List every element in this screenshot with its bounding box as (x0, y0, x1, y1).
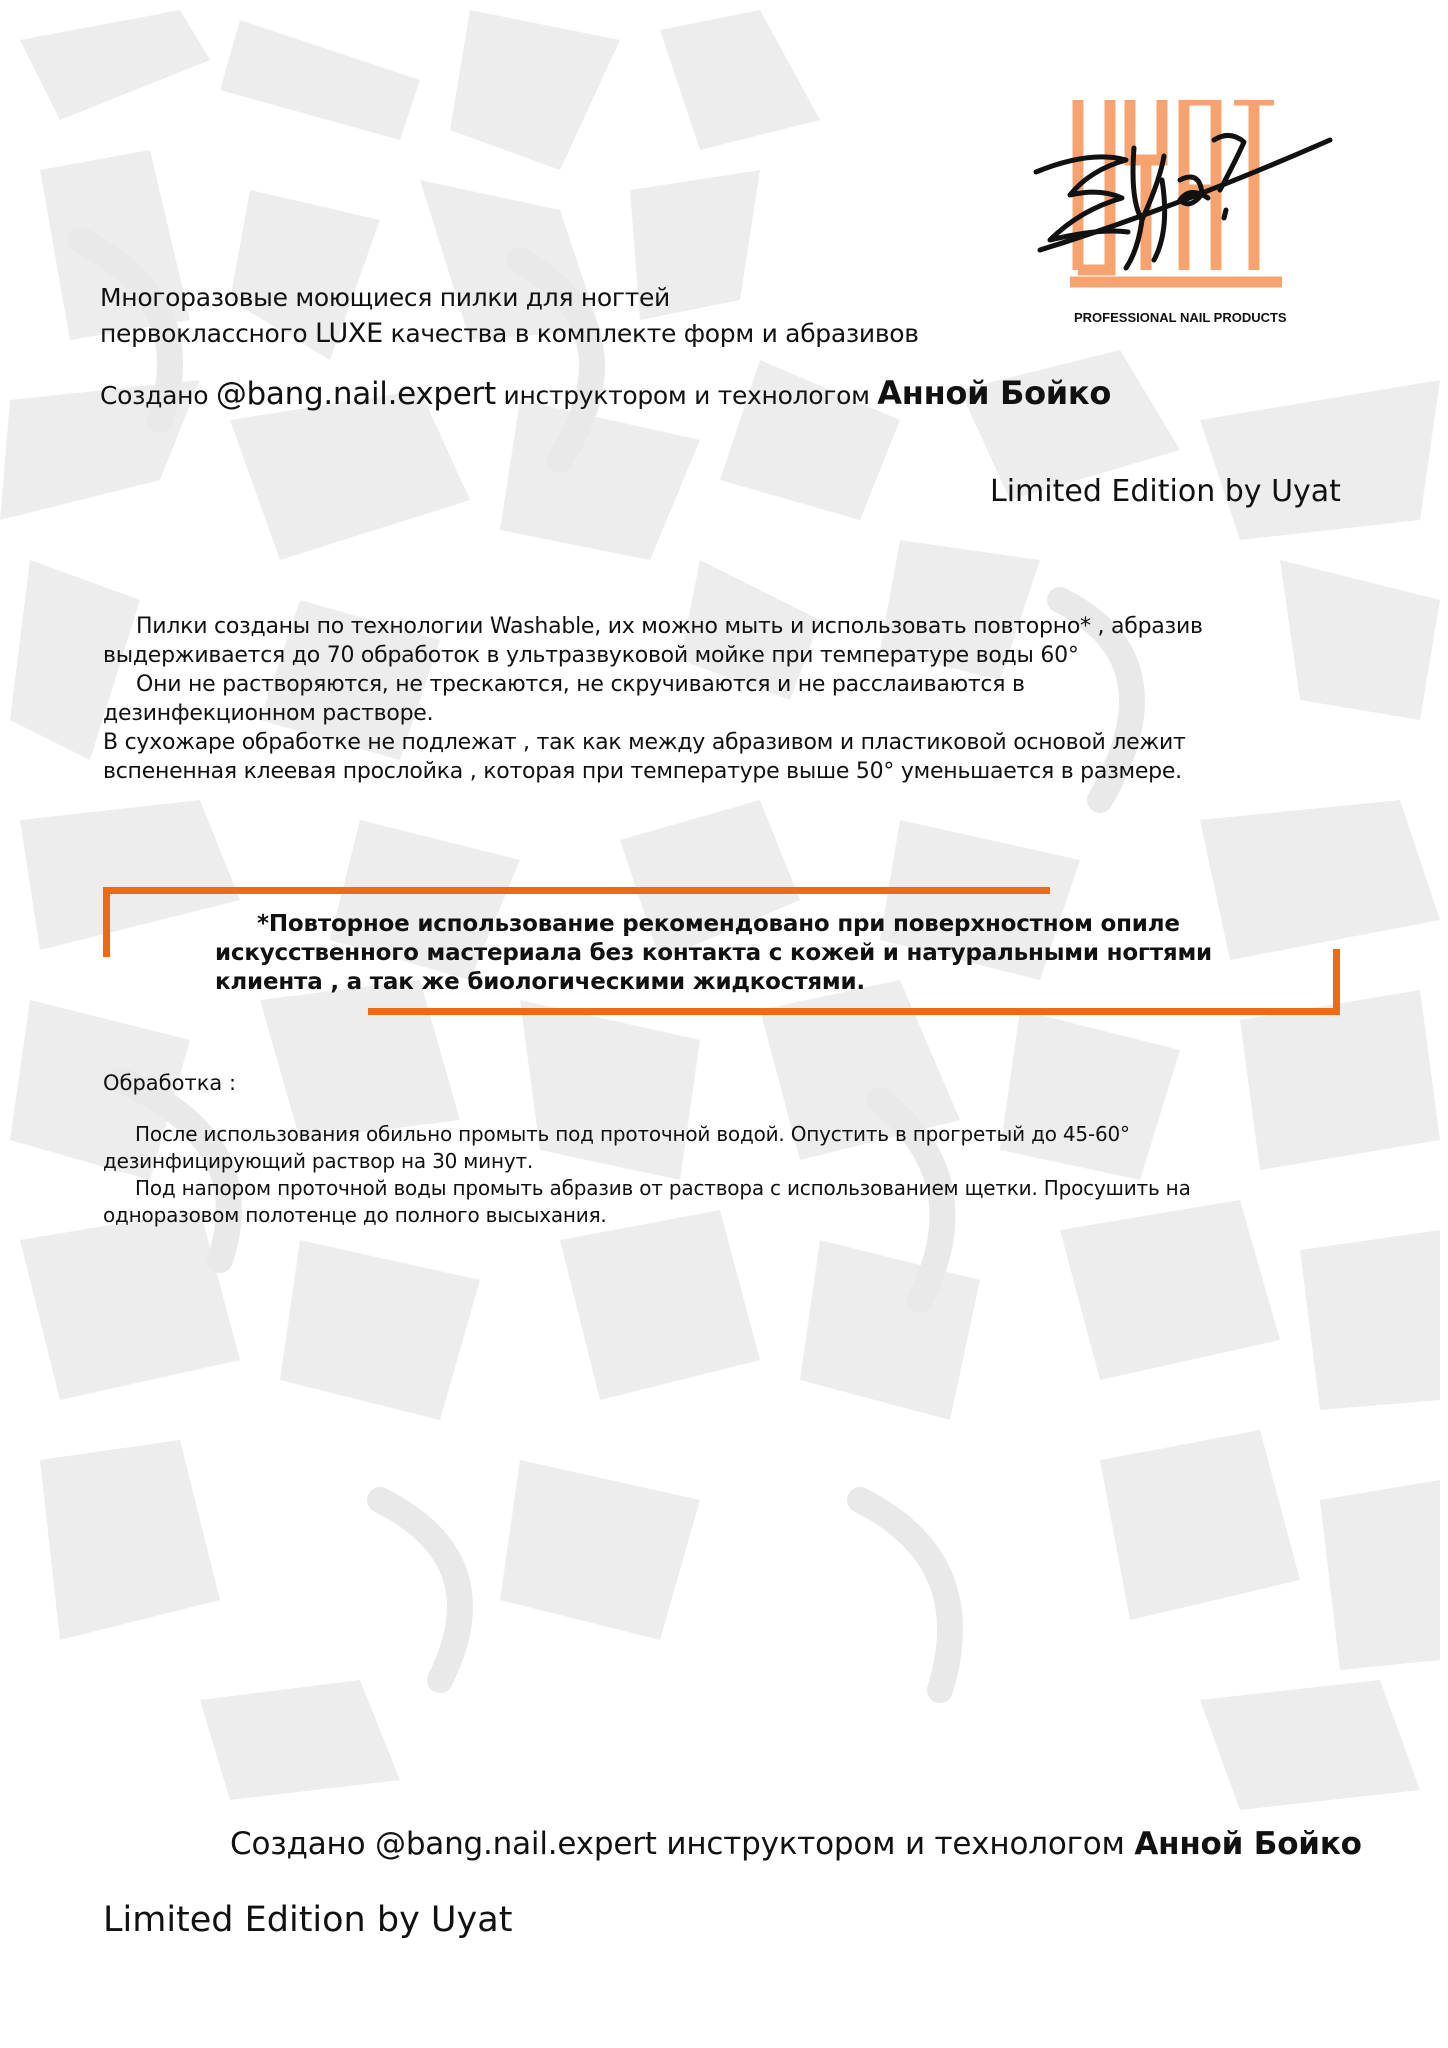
author-name: Анной Бойко (877, 374, 1112, 412)
desc-line: В сухожаре обработке не подлежат , так как между абразивом и пластиковой основой лежит (103, 730, 1186, 755)
note-frame-top-bar (103, 887, 1050, 894)
credit-prefix: Создано (100, 381, 216, 410)
luxe-label: LUXE (315, 318, 383, 349)
desc-line: дезинфекционном растворе. (103, 701, 434, 726)
limited-edition-top: Limited Edition by Uyat (990, 474, 1341, 509)
author-credit-bottom (230, 1826, 1362, 1862)
proc-line: дезинфицирующий раствор на 30 минут. (103, 1149, 534, 1173)
credit-bottom-text: Создано @bang.nail.expert инструктором и технологом (230, 1826, 1135, 1862)
note-line: клиента , а так же биологическими жидкостями. (215, 969, 865, 995)
logo-tagline: PROFESSIONAL NAIL PRODUCTS (1074, 310, 1287, 325)
reuse-note (215, 910, 1215, 997)
intro-line-2-post: качества в комплекте форм и абразивов (382, 319, 919, 348)
limited-edition-bottom: Limited Edition by Uyat (103, 1900, 513, 1940)
desc-line: Пилки созданы по технологии Washable, их можно мыть и использовать повторно* , абразив (136, 614, 1203, 639)
desc-line: выдерживается до 70 обработок в ультразвуковой мойке при температуре воды 60° (103, 643, 1079, 668)
desc-line: вспененная клеевая прослойка , которая при температуре выше 50° уменьшается в размере. (103, 759, 1182, 784)
author-name-bottom: Анной Бойко (1134, 1826, 1362, 1862)
note-frame-bottom-bar (368, 1008, 1340, 1015)
instagram-handle: @bang.nail.expert (215, 376, 496, 412)
intro-line-1: Многоразовые моющиеся пилки для ногтей (100, 283, 671, 312)
note-frame-left-bar (103, 887, 110, 957)
proc-line: одноразовом полотенце до полного высыхания. (103, 1203, 607, 1227)
processing-instructions (103, 1121, 1343, 1229)
processing-title: Обработка : (103, 1071, 237, 1095)
note-line: искусственного мастериала без контакта с кожей и натуральными ногтями (215, 940, 1212, 966)
proc-line: После использования обильно промыть под проточной водой. Опустить в прогретый до 45-60° (135, 1122, 1130, 1146)
intro-line-2-pre: первоклассного (100, 319, 316, 348)
proc-line: Под напором проточной воды промыть абразив от раствора с использованием щетки. Просушить на (135, 1176, 1191, 1200)
desc-line: Они не растворяются, не трескаются, не скручиваются и не расслаиваются в (136, 672, 1025, 697)
note-frame-right-bar (1333, 949, 1340, 1015)
credit-role: инструктором и технологом (495, 381, 878, 410)
note-line: *Повторное использование рекомендовано при поверхностном опиле (257, 911, 1180, 937)
